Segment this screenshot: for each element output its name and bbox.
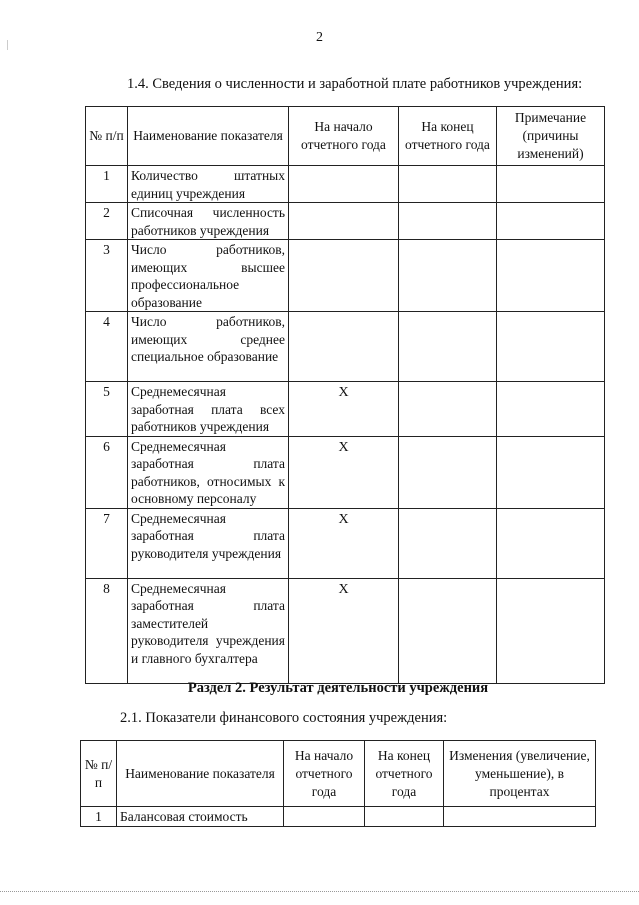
- column-header-start-of-year: На начало отчетного года: [284, 741, 365, 807]
- end-value: [399, 312, 497, 382]
- note-value: [497, 508, 605, 578]
- end-value: [399, 240, 497, 312]
- financial-indicators-table: [80, 740, 596, 827]
- table-header-row: [86, 107, 605, 166]
- row-number: 6: [86, 436, 128, 508]
- row-number: 5: [86, 382, 128, 437]
- column-header-indicator: Наименование показателя: [128, 107, 289, 166]
- section-2-1-heading: 2.1. Показатели финансового состояния учреждения:: [120, 710, 448, 726]
- start-value: Х: [289, 508, 399, 578]
- start-value: [289, 240, 399, 312]
- column-header-start-of-year: На начало отчетного года: [289, 107, 399, 166]
- indicator-name: Количество штатных единиц учреждения: [128, 166, 289, 203]
- table-row: [86, 382, 605, 437]
- section-2-title: Раздел 2. Результат деятельности учреждения: [187, 680, 489, 696]
- indicator-name: Среднемесячная заработная плата руководителя учреждения: [128, 508, 289, 578]
- table-row: [86, 203, 605, 240]
- row-number: 2: [86, 203, 128, 240]
- end-value: [399, 436, 497, 508]
- indicator-name: Среднемесячная заработная плата всех работников учреждения: [128, 382, 289, 437]
- staff-salary-table: [85, 106, 605, 684]
- table-row: [86, 166, 605, 203]
- page-number: 2: [316, 30, 323, 45]
- end-value: [399, 578, 497, 683]
- row-number: 3: [86, 240, 128, 312]
- note-value: [497, 578, 605, 683]
- table-row: [86, 312, 605, 382]
- table-header-row: [81, 741, 596, 807]
- note-value: [497, 240, 605, 312]
- table-row: [86, 436, 605, 508]
- note-value: [497, 436, 605, 508]
- column-header-number: № п/п: [81, 741, 117, 807]
- page-bottom-border: [0, 891, 639, 892]
- table-row: [81, 807, 596, 827]
- note-value: [497, 203, 605, 240]
- table-row: [86, 578, 605, 683]
- end-value: [399, 203, 497, 240]
- indicator-name: Число работников, имеющих среднее специальное образование: [128, 312, 289, 382]
- end-value: [399, 508, 497, 578]
- note-value: [497, 312, 605, 382]
- table-row: [86, 240, 605, 312]
- row-number: 7: [86, 508, 128, 578]
- start-value: Х: [289, 436, 399, 508]
- column-header-number: № п/п: [86, 107, 128, 166]
- start-value: [284, 807, 365, 827]
- start-value: [289, 312, 399, 382]
- indicator-name: Среднемесячная заработная плата работников, относимых к основному персоналу: [128, 436, 289, 508]
- column-header-end-of-year: На конец отчетного года: [399, 107, 497, 166]
- end-value: [399, 382, 497, 437]
- column-header-change-percent: Изменения (увеличение, уменьшение), в процентах: [444, 741, 596, 807]
- start-value: [289, 203, 399, 240]
- column-header-indicator: Наименование показателя: [117, 741, 284, 807]
- row-number: 4: [86, 312, 128, 382]
- note-value: [497, 382, 605, 437]
- change-value: [444, 807, 596, 827]
- end-value: [399, 166, 497, 203]
- row-number: 1: [86, 166, 128, 203]
- indicator-name: Среднемесячная заработная плата заместителей руководителя учреждения и главного бухгалтера: [128, 578, 289, 683]
- indicator-name: Списочная численность работников учреждения: [128, 203, 289, 240]
- row-number: 8: [86, 578, 128, 683]
- table-row: [86, 508, 605, 578]
- note-value: [497, 166, 605, 203]
- start-value: Х: [289, 382, 399, 437]
- start-value: [289, 166, 399, 203]
- column-header-end-of-year: На конец отчетного года: [365, 741, 444, 807]
- column-header-note: Примечание (причины изменений): [497, 107, 605, 166]
- start-value: Х: [289, 578, 399, 683]
- section-1-4-heading: 1.4. Сведения о численности и заработной плате работников учреждения:: [127, 76, 583, 92]
- indicator-name: Балансовая стоимость: [117, 807, 284, 827]
- indicator-name: Число работников, имеющих высшее профессиональное образование: [128, 240, 289, 312]
- row-number: 1: [81, 807, 117, 827]
- end-value: [365, 807, 444, 827]
